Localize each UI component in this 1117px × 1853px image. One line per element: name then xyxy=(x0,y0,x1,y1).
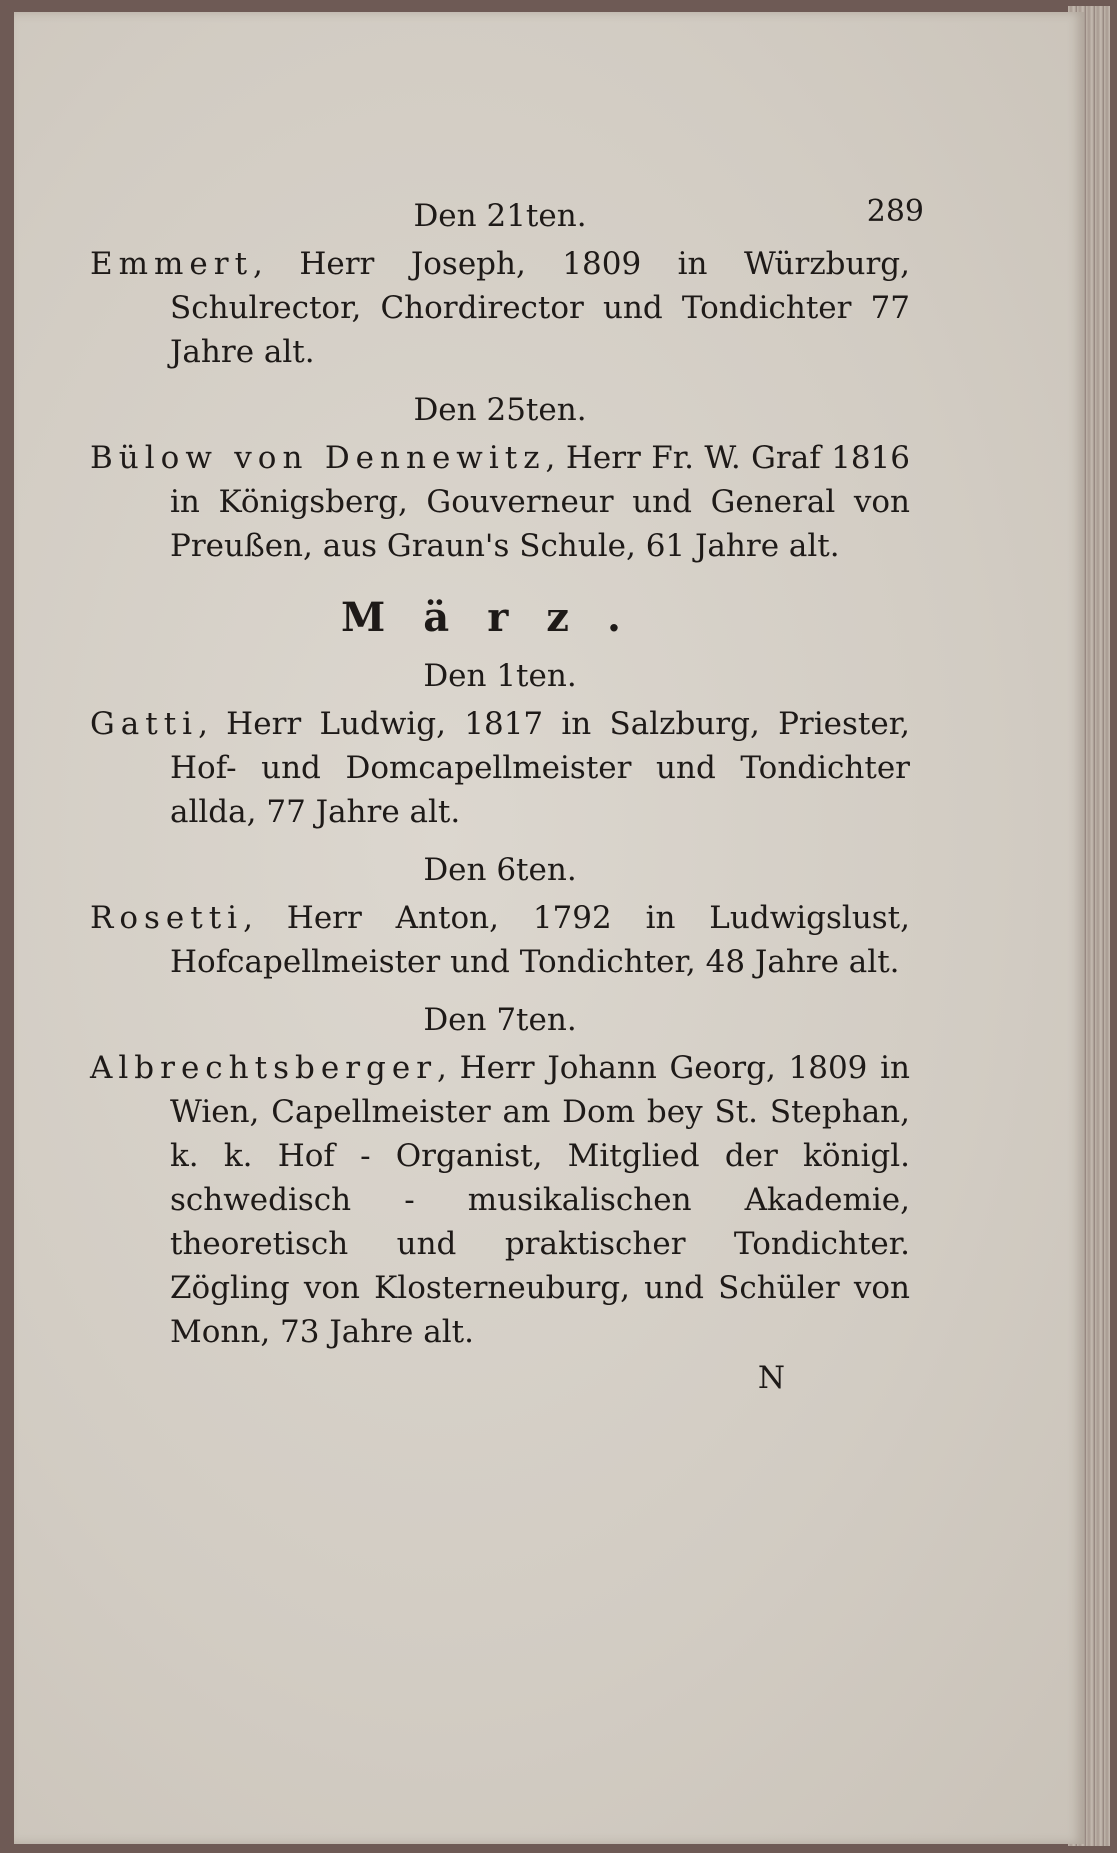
date-heading: Den 25ten. xyxy=(413,392,587,428)
entry-text: , Herr Joseph, 1809 in Würzburg, Schulrector, Chordirector und Tondichter 77 Jahre alt. xyxy=(170,246,910,370)
entry xyxy=(90,702,910,834)
date-heading: Den 6ten. xyxy=(423,852,577,888)
entry-name: Rosetti xyxy=(90,900,244,936)
date-heading: Den 21ten. xyxy=(413,198,587,234)
page-text xyxy=(90,180,910,1400)
entry xyxy=(90,896,910,984)
entry-name: Albrechtsberger xyxy=(90,1050,438,1086)
entry xyxy=(90,436,910,568)
entry-text: , Herr Ludwig, 1817 in Salzburg, Priester, Hof- und Domcapellmeister und Tondichter allda, 77 Jahre alt. xyxy=(170,706,910,830)
entry xyxy=(90,1046,910,1354)
date-heading: Den 1ten. xyxy=(423,658,577,694)
entry-text: , Herr Anton, 1792 in Ludwigslust, Hofcapellmeister und Tondichter, 48 Jahre alt. xyxy=(170,900,910,980)
page-number: 289 xyxy=(866,194,924,229)
catchword: N xyxy=(757,1360,785,1396)
entry-name: Bülow von Dennewitz xyxy=(90,440,546,476)
entry-text: , Herr Johann Georg, 1809 in Wien, Capellmeister am Dom bey St. Stephan, k. k. Hof - Organist, Mitglied der königl. schwedisch - musikalischen Akademie, theoretisch und praktischer Tondichter. Zögling von Klosterneuburg, und Schüler von Monn, 73 Jahre alt. xyxy=(170,1050,910,1350)
month-heading: März. xyxy=(341,594,659,641)
date-heading: Den 7ten. xyxy=(423,1002,577,1038)
entry-text: , Herr Fr. W. Graf 1816 in Königsberg, Gouverneur und General von Preußen, aus Graun's Schule, 61 Jahre alt. xyxy=(170,440,910,564)
entry xyxy=(90,242,910,374)
entry-name: Emmert xyxy=(90,246,254,282)
entry-name: Gatti xyxy=(90,706,199,742)
